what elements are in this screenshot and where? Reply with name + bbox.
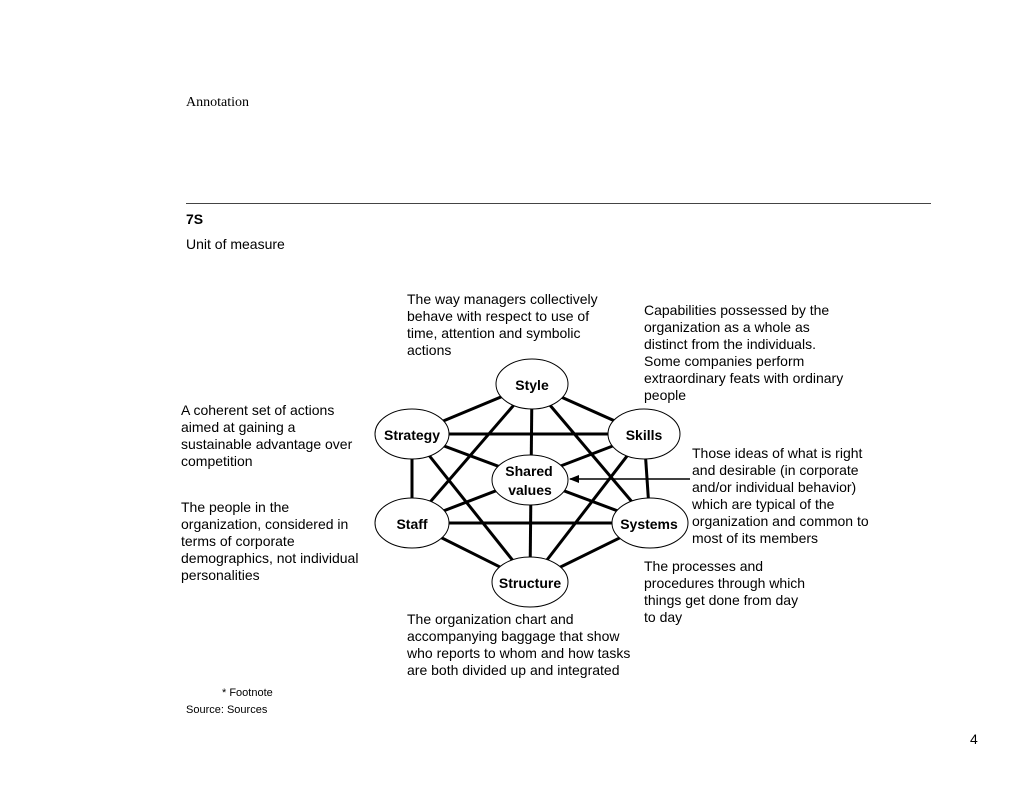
node-label-style: Style [515, 377, 549, 393]
node-label-strategy: Strategy [383, 427, 441, 443]
page-number: 4 [970, 731, 978, 747]
unit-of-measure: Unit of measure [186, 236, 285, 252]
skills-description: Capabilities possessed by the organization as a whole as distinct from the individuals. Some companies perform extraordinary feats with ordinary people [644, 302, 844, 403]
shared-values-description: Those ideas of what is right and desirable (in corporate and/or individual behavior) which are typical of the organization and common to most of its members [692, 445, 869, 546]
node-label-shared-values-2: values [508, 482, 552, 498]
source-note: Source: Sources [186, 704, 268, 716]
strategy-description: A coherent set of actions aimed at gaining a sustainable advantage over competition [181, 402, 353, 469]
annotation-label: Annotation [186, 95, 249, 110]
slide-title: 7S [186, 211, 204, 227]
systems-description: The processes and procedures through which things get done from day to day [644, 558, 806, 625]
node-label-shared-values-1: Shared [505, 463, 553, 479]
node-label-staff: Staff [396, 516, 428, 532]
node-label-structure: Structure [498, 575, 562, 591]
structure-description: The organization chart and accompanying baggage that show who reports to whom and how tasks are both divided up and integrated [407, 611, 631, 678]
staff-description: The people in the organization, considered in terms of corporate demographics, not individual personalities [181, 499, 359, 583]
node-label-systems: Systems [620, 516, 678, 532]
node-label-skills: Skills [625, 427, 663, 443]
footnote: * Footnote [222, 687, 273, 699]
style-description: The way managers collectively behave with respect to use of time, attention and symbolic actions [407, 291, 598, 358]
